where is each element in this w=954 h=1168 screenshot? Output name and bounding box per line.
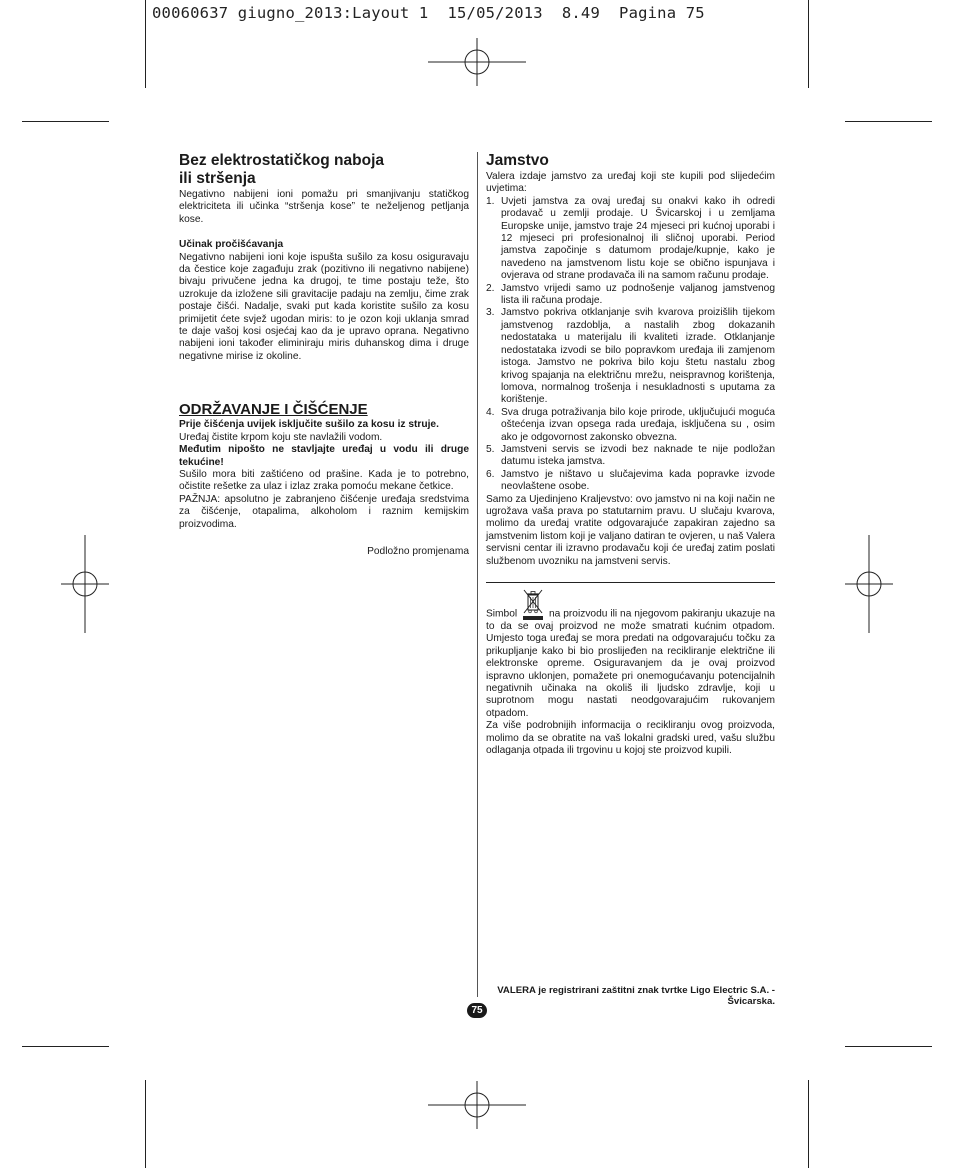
crop-mark	[845, 1046, 932, 1047]
left-column	[179, 152, 469, 558]
maintenance-heading: ODRŽAVANJE I ČIŠĆENJE	[179, 401, 368, 419]
recycle-more-info: Za više podrobnijih informacija o recikliranju ovog proizvoda, molimo da se obratite na vaš lokalni gradski ured, vašu službu odlaganja otpada ili trgovinu u kojoj ste proizvod kupili.	[486, 720, 775, 757]
crop-mark	[145, 1080, 146, 1168]
page-number-badge: 75	[467, 1003, 487, 1018]
warranty-list	[486, 196, 775, 494]
maintenance-text-dust: Sušilo mora biti zaštićeno od prašine. Kada je to potrebno, očistite rešetke za ulaz i izlaz zraka pomoću mekane četkice.	[179, 468, 469, 493]
symbol-text: na proizvodu ili na njegovom pakiranju ukazuje na to da se ovaj proizvod ne može smatrati kućnim otpadom. Umjesto toga uređaj se mora predati na odgovarajuću točku za prikupljanje kako bi bio proslijeđen na recikliranje električne ili elektronske opreme. Osiguravanjem da je ovaj proizvod ispravno uklonjen, pomažete pri onemogućavanju potencijalnih negativnih učinaka na okoliš ili ljudsko zdravlje, koji u suprotnom mogu nastati neodgovarajućim rukovanjem otpadom.	[486, 608, 775, 719]
list-item: 6. Jamstvo je ništavo u slučajevima kada popravke izvode neovlaštene osobe.	[486, 468, 775, 493]
crop-mark	[808, 1080, 809, 1168]
registration-mark-right	[845, 535, 893, 633]
list-item: 4. Sva druga potraživanja bilo koje prirode, uključujući moguća oštećenja izvan opsega rada uređaja, isključena su , osim ako je odgovornost zakonsko obvezna.	[486, 406, 775, 443]
crop-mark	[808, 0, 809, 88]
symbol-word: Simbol	[486, 608, 518, 620]
column-divider	[477, 152, 478, 997]
static-intro-text: Negativno nabijeni ioni pomažu pri smanjivanju statičkog elektriciteta ili učinka “stršenja kose” te neželjenog petljanja kose.	[179, 189, 469, 225]
registration-mark-left	[61, 535, 109, 633]
section-divider	[486, 582, 775, 583]
maintenance-warning-water: Međutim nipošto ne stavljajte uređaj u vodu ili druge tekućine!	[179, 444, 469, 468]
crop-mark	[145, 0, 146, 88]
purify-text: Negativno nabijeni ioni koje ispušta sušilo za kosu osiguravaju da čestice koje zagađuju zrak (pozitivno ili negativno nabijene) bivaju privučene jedna ka drugoj, te time postaju teže, što uzrokuje da izložene sili gravitacije padaju na zemlju, čime zrak postaje čišći. Nadalje, svaki put kada koristite sušilo za kosu primijetit ćete svjež ugodan miris: to je ozon koji uklanja smrad te daje vašoj kosi osjećaj kao da je upravo oprana. Negativno nabijeni ioni također eliminiraju miris duhanskog dima i druge negativne mirise iz okoline.	[179, 251, 469, 362]
crop-mark	[22, 121, 109, 122]
recycling-block	[486, 589, 775, 757]
static-section-heading: Bez elektrostatičkog naboja ili stršenja	[179, 152, 385, 187]
registration-mark-top	[428, 38, 526, 86]
right-column	[486, 152, 775, 757]
print-slug-header: 00060637 giugno_2013:Layout 1 15/05/2013 8.49 Pagina 75	[152, 4, 705, 22]
crop-mark	[22, 1046, 109, 1047]
subject-to-change: Podložno promjenama	[367, 545, 469, 557]
crop-mark	[845, 121, 932, 122]
warranty-intro: Valera izdaje jamstvo za uređaj koji ste kupili pod slijedećim uvjetima:	[486, 171, 775, 195]
list-item: 3. Jamstvo pokriva otklanjanje svih kvarova proizišlih tijekom jamstvenog razdoblja, a nastalih zbog dokazanih nedostataka u materijalu ili kvaliteti izrade. Otklanjanje nedostataka izvodi se bilo popravkom uređaja ili zamjenom istoga. Jamstvo ne pokriva bilo koju štetu nastalu zbog krivog spajanja na električnu mrežu, neispravnog korištenja, lomova, normalnog trošenja i nesukladnosti s uputama za korištenje.	[486, 307, 775, 406]
registration-mark-bottom	[428, 1081, 526, 1129]
uk-warranty-note: Samo za Ujedinjeno Kraljevstvo: ovo jamstvo ni na koji način ne ugrožava vaša prava po statutarnim pravu. U slučaju kvarova, molimo da uređaj vratite odgovarajuće zapakiran zajedno sa jamstvenim listom koji je valjano datiran te ovjeren, u naš Valera servisni centar ili izravno prodavaču koji će uređaj zatim poslati službenom uvozniku na jamstveni servis.	[486, 493, 775, 567]
trademark-note: VALERA je registrirani zaštitni znak tvrtke Ligo Electric S.A. - Švicarska.	[497, 985, 775, 1007]
purify-heading: Učinak pročišćavanja	[179, 239, 284, 251]
maintenance-text-caution: PAŽNJA: apsolutno je zabranjeno čišćenje uređaja sredstvima za čišćenje, otapalima, alkoholom i raznim kemijskim proizvodima.	[179, 493, 469, 530]
maintenance-warning-unplug: Prije čišćenja uvijek isključite sušilo za kosu iz struje.	[179, 419, 439, 431]
warranty-heading: Jamstvo	[486, 152, 549, 169]
list-item: 5. Jamstveni servis se izvodi bez naknade te nije podložan datumu isteka jamstva.	[486, 443, 775, 468]
maintenance-text-cloth: Uređaj čistite krpom koju ste navlažili vodom.	[179, 431, 383, 443]
list-item: 2. Jamstvo vrijedi samo uz podnošenje valjanog jamstvenog lista ili računa prodaje.	[486, 282, 775, 307]
list-item: 1. Uvjeti jamstva za ovaj uređaj su onakvi kako ih odredi prodavač u zemlji prodaje. U Švicarskoj i u zemljama Europske unije, jamstvo traje 24 mjeseci pri kućnoj uporabi i 12 mjeseci pri profesionalnoj ili sličnoj uporabi. Period jamstva započinje s datumom prodaje/kupnje, kako je navedeno na jamstvenom listu koje se obično ispunjava i ovjerava od strane prodavača ili na samom računu prodaje.	[486, 195, 775, 282]
weee-crossed-bin-icon	[522, 589, 544, 621]
